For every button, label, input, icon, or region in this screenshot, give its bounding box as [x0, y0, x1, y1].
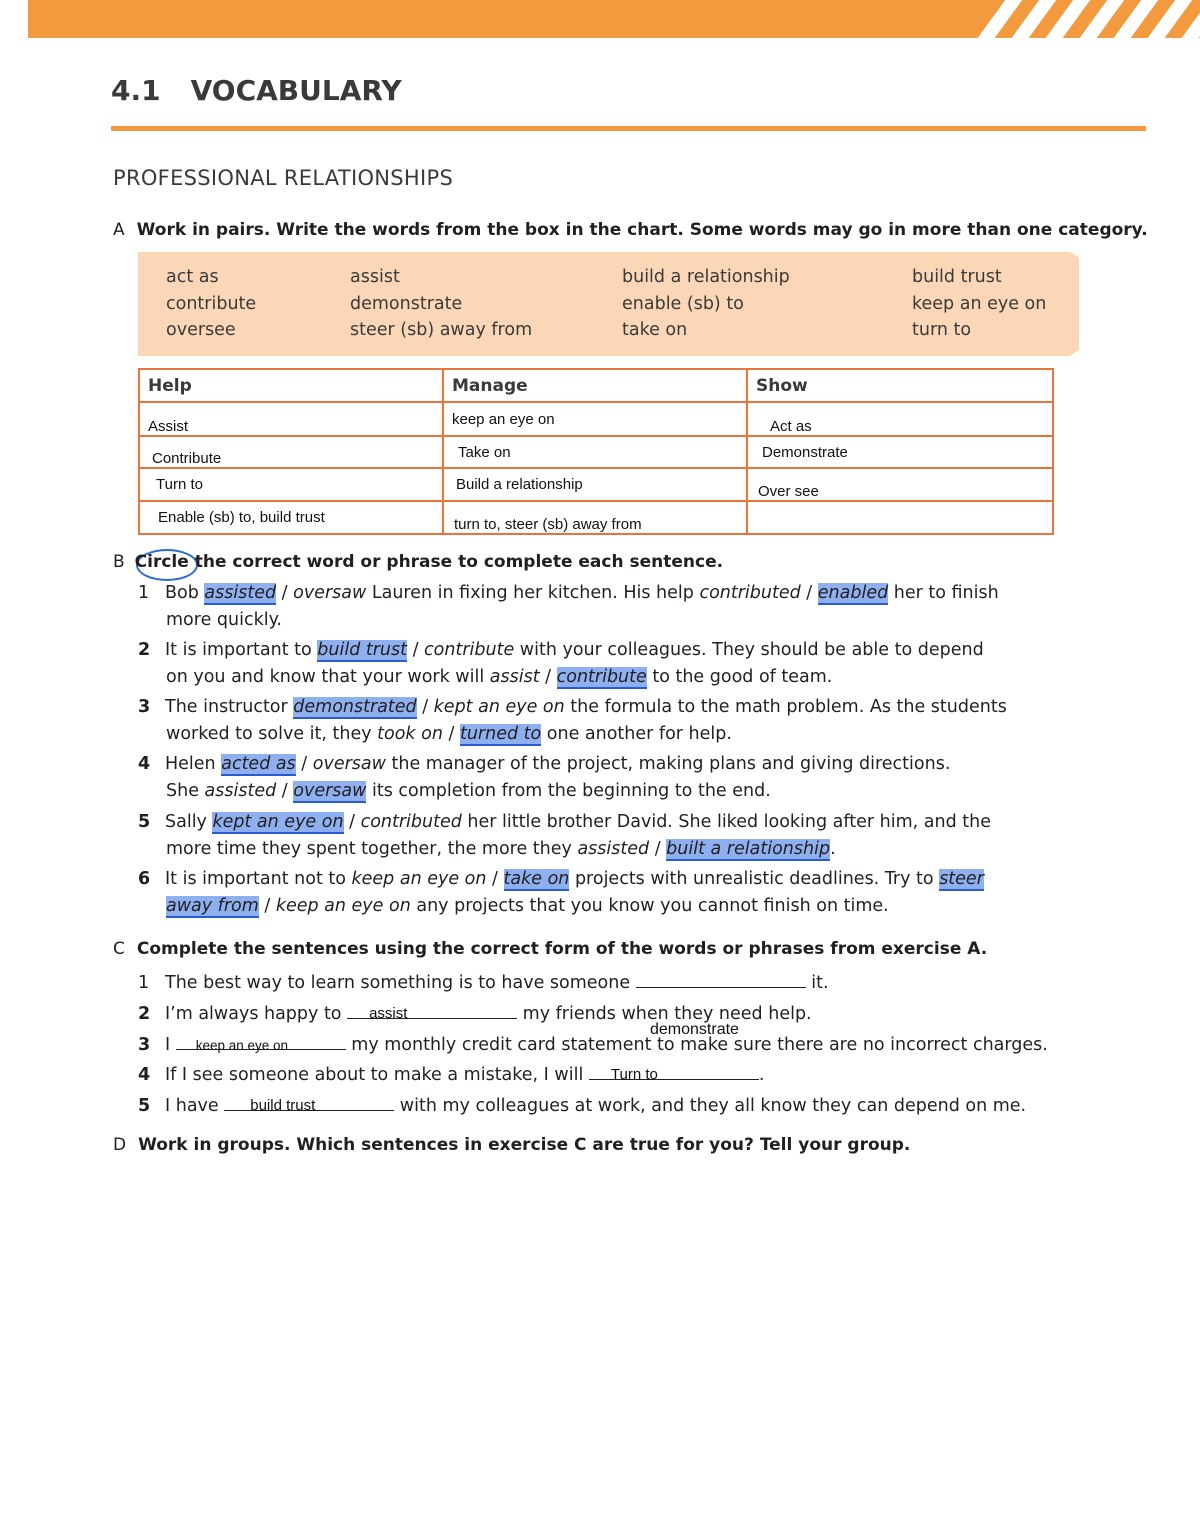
exercise-b-item-cont: worked to solve it, they took on / turned to one another for help. [166, 724, 732, 744]
box-word: build trust [912, 267, 1002, 287]
chart-cell[interactable]: Demonstrate [747, 436, 1053, 468]
exercise-d-instruction: D Work in groups. Which sentences in exercise C are true for you? Tell your group. [113, 1135, 911, 1155]
exercise-c-item: 3 I keep an eye on my monthly credit card statement to make sure there are no incorrect charges. [138, 1031, 1048, 1055]
answer-blank[interactable]: Turn to [589, 1061, 759, 1080]
box-word: take on [622, 320, 688, 340]
chart-cell[interactable] [747, 501, 1053, 534]
exercise-b-item: 1 Bob assisted / oversaw Lauren in fixing her kitchen. His help contributed / enabled her to finish [138, 583, 999, 603]
answer-blank[interactable]: build trust [224, 1092, 394, 1111]
exercise-b-item-cont: on you and know that your work will assist / contribute to the good of team. [166, 667, 833, 687]
exercise-b-item-cont: more time they spent together, the more they assisted / built a relationship. [166, 839, 836, 859]
box-word: enable (sb) to [622, 294, 744, 314]
exercise-b-item-cont: away from / keep an eye on any projects that you know you cannot finish on time. [166, 896, 889, 916]
box-word: steer (sb) away from [350, 320, 533, 340]
header-stripes [960, 0, 1200, 38]
category-chart [138, 368, 1054, 535]
section-title: PROFESSIONAL RELATIONSHIPS [113, 166, 454, 190]
answer-blank[interactable] [636, 969, 806, 988]
chart-cell[interactable]: Assist [139, 402, 443, 436]
exercise-c-item: 5 I have build trust with my colleagues at work, and they all know they can depend on me. [138, 1092, 1026, 1116]
page-title: 4.1 VOCABULARY [111, 74, 402, 107]
box-word: build a relationship [622, 267, 790, 287]
chart-cell[interactable]: Enable (sb) to, build trust [139, 501, 443, 534]
exercise-b-item: 3 The instructor demonstrated / kept an eye on the formula to the math problem. As the students [138, 697, 1007, 717]
exercise-c-item: 4 If I see someone about to make a mistake, I will Turn to . [138, 1061, 764, 1085]
answer-blank[interactable]: keep an eye on [176, 1031, 346, 1050]
exercise-b-item: 2 It is important to build trust / contribute with your colleagues. They should be able to depend [138, 640, 984, 660]
box-word: keep an eye on [912, 294, 1047, 314]
box-word: act as [166, 267, 219, 287]
exercise-c-item: 1 The best way to learn something is to have someone it. [138, 969, 829, 993]
chart-cell[interactable]: Over see [747, 468, 1053, 501]
exercise-c-item: 2 I’m always happy to assist my friends when they need help. [138, 1000, 812, 1024]
exercise-b-item-cont: She assisted / oversaw its completion from the beginning to the end. [166, 781, 771, 801]
chart-cell[interactable]: Turn to [139, 468, 443, 501]
chart-cell[interactable]: keep an eye on [443, 402, 747, 436]
exercise-b-item-cont: more quickly. [166, 610, 282, 630]
answer-blank[interactable]: assist [347, 1000, 517, 1019]
title-rule [111, 126, 1146, 131]
exercise-b-item: 5 Sally kept an eye on / contributed her little brother David. She liked looking after him, and the [138, 812, 991, 832]
chart-header-help: Help [139, 369, 443, 402]
chart-header-show: Show [747, 369, 1053, 402]
exercise-a-instruction: A Work in pairs. Write the words from the box in the chart. Some words may go in more than one category. [113, 220, 1148, 240]
box-word: assist [350, 267, 400, 287]
exercise-b-item: 6 It is important not to keep an eye on / take on projects with unrealistic deadlines. Try to steer [138, 869, 984, 889]
exercise-b-item: 4 Helen acted as / oversaw the manager of the project, making plans and giving directions. [138, 754, 951, 774]
exercise-c-instruction: C Complete the sentences using the correct form of the words or phrases from exercise A. [113, 939, 988, 959]
box-word: demonstrate [350, 294, 463, 314]
box-word: oversee [166, 320, 236, 340]
chart-cell[interactable]: Build a relationship [443, 468, 747, 501]
box-word: turn to [912, 320, 972, 340]
chart-cell[interactable]: Contribute [139, 436, 443, 468]
box-word: contribute [166, 294, 257, 314]
handwritten-note: demonstrate [650, 1021, 739, 1038]
chart-header-manage: Manage [443, 369, 747, 402]
chart-cell[interactable]: Take on [443, 436, 747, 468]
exercise-b-instruction: B Circle the correct word or phrase to complete each sentence. [113, 552, 724, 572]
chart-cell[interactable]: Act as [747, 402, 1053, 436]
chart-cell[interactable]: turn to, steer (sb) away from [443, 501, 747, 534]
